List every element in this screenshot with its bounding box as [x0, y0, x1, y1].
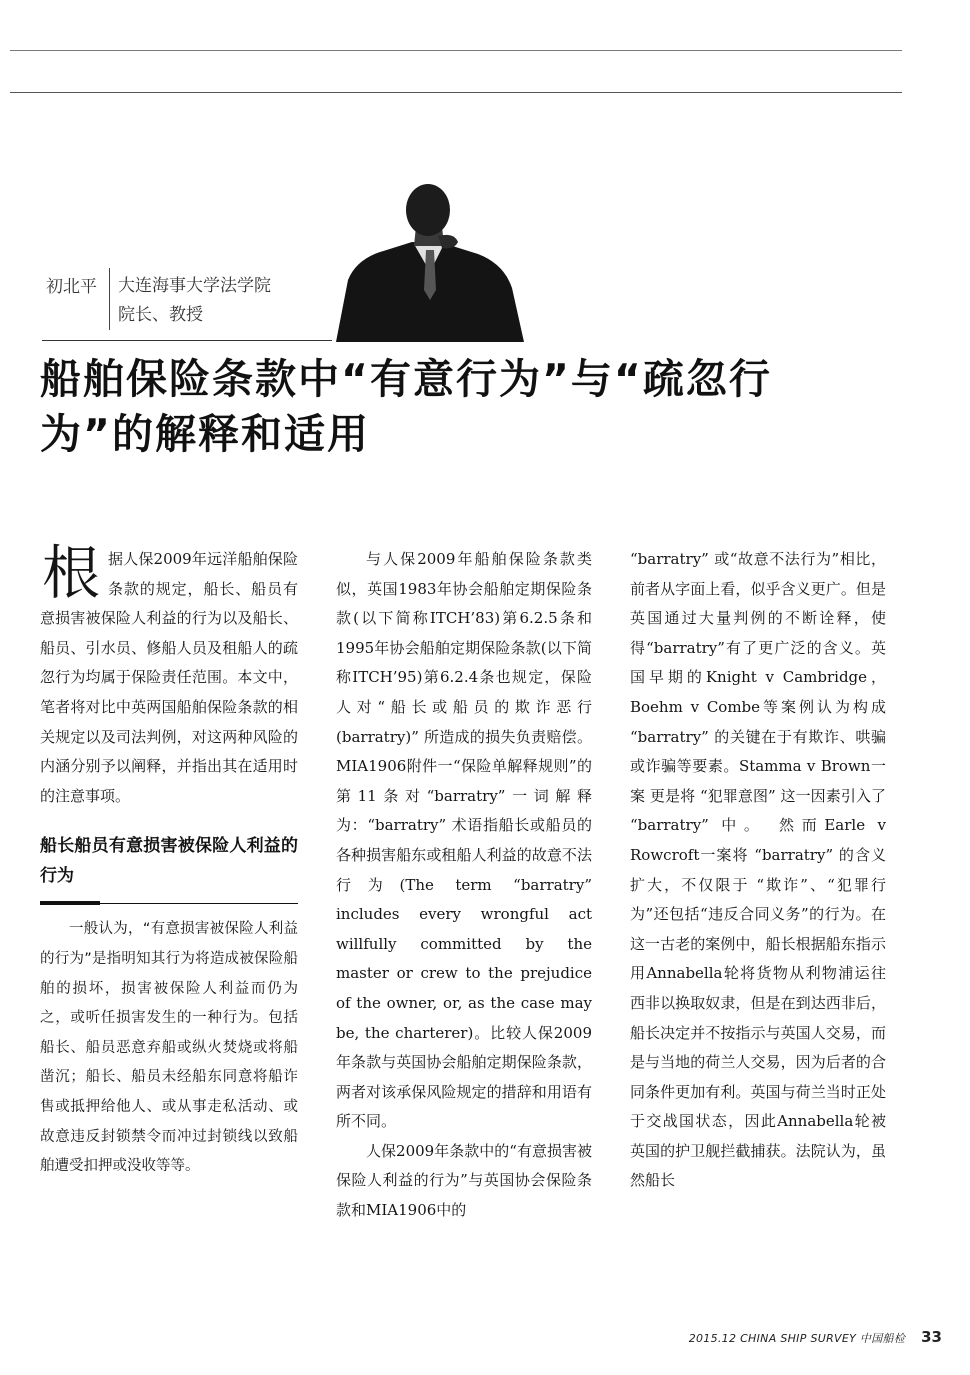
- author-underline: [42, 340, 332, 341]
- section-body-paragraph: 一般认为，“有意损害被保险人利益的行为”是指明知其行为将造成被保险船舶的损坏，损害被保险人利益而仍为之，或听任损害发生的一种行为。包括船长、船员恶意弃船或纵火焚烧或将船凿沉；船长、船员未经船东同意将船诈售或抵押给他人、或从事走私活动、或故意违反封锁禁令而冲过封锁线以致船舶遭受扣押或没收等等。: [40, 921, 298, 1175]
- article-title: 船舶保险条款中“有意行为”与“疏忽行为”的解释和适用: [40, 355, 772, 458]
- header-rule-bottom: [10, 92, 902, 93]
- author-photo-head: [406, 184, 450, 236]
- section-heading: 船长船员有意损害被保险人利益的行为: [40, 836, 298, 887]
- column-2-paragraph-1: 与人保2009年船舶保险条款类似，英国1983年协会船舶定期保险条款(以下简称ITCH’83)第6.2.5条和1995年协会船舶定期保险条款(以下简称ITCH’95)第6.2.4条也规定，保险人对“船长或船员的欺诈恶行 (barratry)” 所造成的损失负责赔偿。MIA1906附件一“保险单解释规则”的第11条对“barratry”一词解释为：“barratry” 术语指船长或船员的各种损害船东或租船人利益的故意不法行为(The term “barratry” includes every wrongful act willfully committed by the master or crew to the prejudice of the owner, or, as the case may be, the charterer)。比较人保2009年条款与英国协会船舶定期保险条款，两者对该承保风险规定的措辞和用语有所不同。: [336, 550, 592, 1131]
- section-heading-rule: [40, 901, 298, 905]
- author-block: [42, 266, 332, 342]
- drop-cap: 根: [42, 539, 101, 607]
- column-2: [336, 545, 592, 1226]
- footer-issue: 2015.12 CHINA SHIP SURVEY 中国船检: [688, 1332, 906, 1345]
- author-name: 初北平: [46, 277, 97, 297]
- column-1: [40, 539, 298, 1182]
- page-number: 33: [921, 1328, 942, 1346]
- author-affiliation-line2: 院长、教授: [118, 305, 203, 325]
- author-photo: [318, 180, 532, 342]
- author-photo-tie: [424, 250, 436, 300]
- header-rule-top: [10, 50, 902, 51]
- column-3: [630, 545, 886, 1196]
- column-3-paragraph-1: “barratry” 或“故意不法行为”相比，前者从字面上看，似乎含义更广。但是英国通过大量判例的不断诠释，使得“barratry”有了更广泛的含义。英国早期的Knight v Cambridge，Boehm v Combe等案例认为构成 “barratry” 的关键在于有欺诈、哄骗或诈骗等要素。Stamma v Brown一 案 更是将 “犯罪意图” 这一因素引入了 “barratry” 中。 然而Earle v Rowcroft一案将 “barratry” 的含义扩大，不仅限于 “欺诈”、“犯罪行为”还包括“违反合同义务”的行为。在这一古老的案例中，船长根据船东指示用Annabella轮将货物从利物浦运往西非以换取奴隶，但是在到达西非后，船长决定并不按指示与英国人交易，而是与当地的荷兰人交易，因为后者的合同条件更加有利。英国与荷兰当时正处于交战国状态，因此Annabella轮被英国的护卫舰拦截捕获。法院认为，虽然船长: [630, 550, 886, 1190]
- intro-paragraph: [40, 539, 298, 811]
- column-2-paragraph-2: 人保2009年条款中的“有意损害被保险人利益的行为”与英国协会保险条款和MIA1906中的: [336, 1141, 592, 1220]
- author-divider: [109, 268, 110, 330]
- author-affiliation-line1: 大连海事大学法学院: [118, 276, 271, 296]
- author-affiliation: [118, 272, 271, 330]
- intro-text: 据人保2009年远洋船舶保险条款的规定，船长、船员有意损害被保险人利益的行为以及船长、船员、引水员、修船人员及租船人的疏忽行为均属于保险责任范围。本文中，笔者将对比中英两国船舶保险条款的相关规定以及司法判例，对这两种风险的内涵分别予以阐释，并指出其在适用时的注意事项。: [40, 550, 298, 805]
- page-footer: [620, 1328, 942, 1346]
